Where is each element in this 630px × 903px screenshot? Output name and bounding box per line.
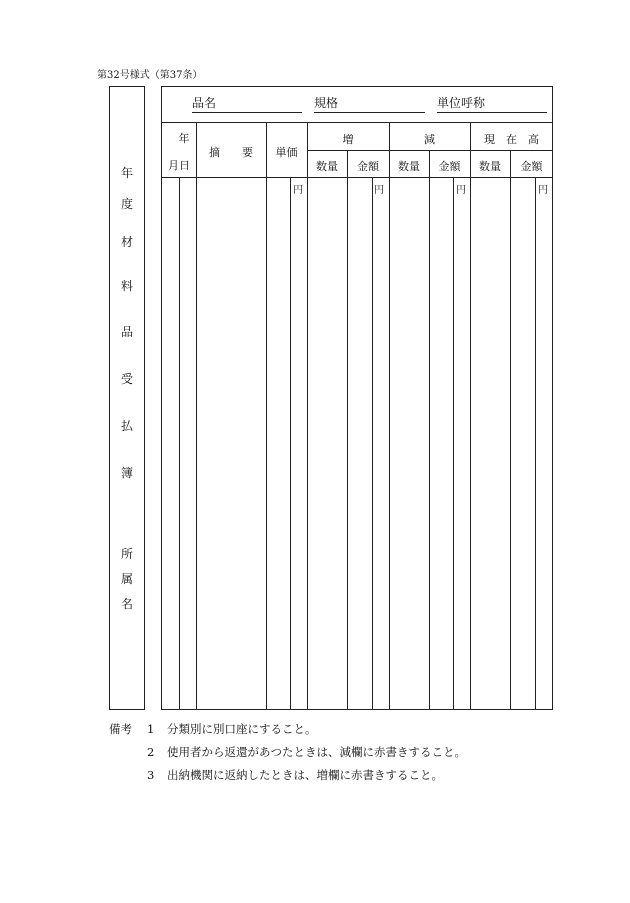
col-summary: 摘 要	[209, 146, 253, 159]
col-divider	[307, 122, 308, 710]
col-divider	[510, 150, 511, 710]
decrease-amount: 金額	[438, 160, 461, 173]
dept-char: 名	[120, 597, 133, 611]
unit-field	[437, 96, 547, 113]
col-year: 年	[178, 132, 190, 145]
title-char: 度	[120, 197, 133, 211]
col-divider	[290, 177, 291, 710]
col-divider	[372, 177, 373, 710]
col-balance: 現 在 高	[484, 133, 539, 146]
yen-mark: 円	[456, 185, 466, 196]
column-header-bottom	[161, 177, 553, 178]
yen-mark: 円	[293, 185, 303, 196]
title-char: 料	[120, 279, 133, 293]
decrease-quantity: 数量	[398, 160, 420, 173]
col-divider	[389, 122, 390, 710]
title-char: 受	[120, 372, 133, 386]
notes-section	[109, 718, 466, 787]
note-number: 3	[147, 768, 155, 782]
spec-label: 規格	[314, 96, 339, 110]
col-divider	[535, 177, 536, 710]
note-item	[109, 764, 466, 787]
note-number: 2	[147, 745, 155, 759]
col-divider	[179, 177, 180, 710]
col-divider	[429, 150, 430, 710]
title-char: 材	[120, 235, 133, 249]
form-number: 第32号様式（第37条）	[97, 70, 203, 81]
col-divider	[347, 150, 348, 710]
note-text: 使用者から返還があつたときは、減欄に赤書きすること。	[167, 745, 466, 759]
title-char: 払	[120, 419, 133, 433]
subheader-divider	[308, 150, 553, 151]
note-item	[109, 741, 466, 764]
col-divider	[266, 122, 267, 710]
note-item	[109, 718, 466, 741]
note-text: 分類別に別口座にすること。	[167, 722, 317, 736]
notes-label: 備考	[109, 722, 132, 736]
note-text: 出納機関に返納したときは、増欄に赤書きすること。	[167, 768, 443, 782]
balance-amount: 金額	[520, 160, 543, 173]
unit-label: 単位呼称	[437, 96, 486, 110]
title-char: 簿	[120, 466, 133, 480]
title-char: 年	[120, 166, 133, 180]
col-divider	[470, 122, 471, 710]
ledger-table	[161, 86, 553, 710]
increase-quantity: 数量	[316, 160, 338, 173]
col-divider	[196, 122, 197, 710]
col-divider	[453, 177, 454, 710]
yen-mark: 円	[538, 185, 548, 196]
col-unit-price: 単価	[275, 146, 298, 159]
col-decrease: 減	[424, 133, 435, 146]
item-name-label: 品名	[192, 96, 217, 110]
header-divider	[161, 122, 553, 123]
spec-field	[314, 96, 425, 113]
yen-mark: 円	[374, 185, 384, 196]
col-increase: 増	[342, 133, 354, 146]
title-char: 品	[120, 325, 133, 339]
dept-char: 所	[120, 547, 133, 561]
note-number: 1	[147, 722, 155, 736]
item-name-field	[192, 96, 302, 113]
increase-amount: 金額	[357, 160, 379, 173]
balance-quantity: 数量	[479, 160, 501, 173]
ledger-title-box	[109, 86, 145, 710]
col-month-day: 月日	[168, 159, 190, 172]
dept-char: 属	[120, 572, 133, 586]
